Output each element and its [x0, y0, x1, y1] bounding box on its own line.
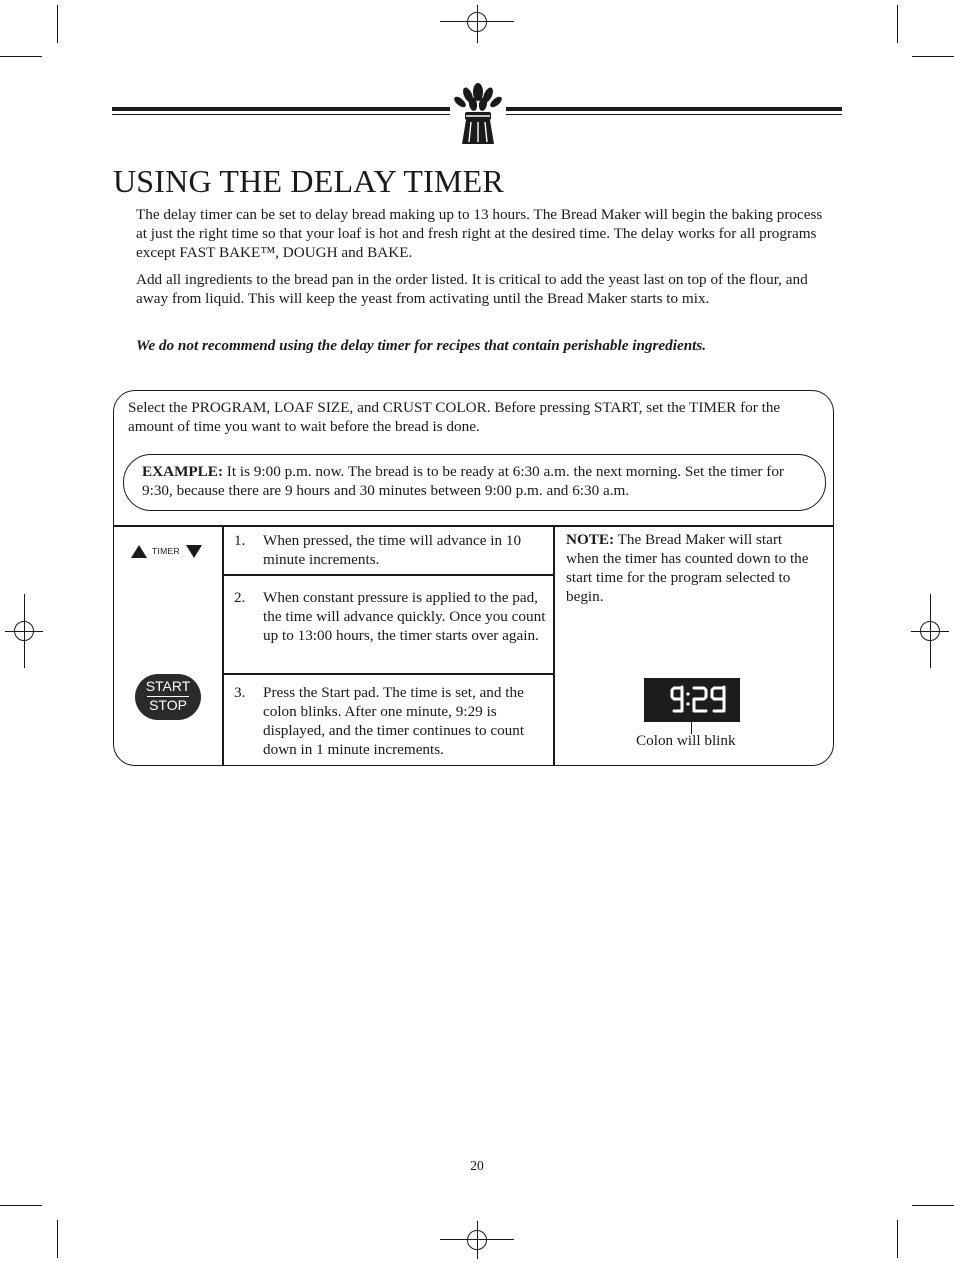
step-number: 1.: [234, 532, 246, 549]
triangle-up-icon[interactable]: [131, 545, 147, 558]
display-caption: Colon will blink: [636, 732, 736, 749]
example-label: EXAMPLE:: [142, 463, 223, 480]
step-item: [234, 531, 549, 571]
triangle-down-icon[interactable]: [186, 545, 202, 558]
ingredients-paragraph: Add all ingredients to the bread pan in the order listed. It is critical to add the yeast last on top of the flour, and away from liquid. This will keep the yeast from activating until the Bread Maker starts to mix.: [136, 271, 808, 307]
column-divider: [222, 525, 224, 766]
warning-text: We do not recommend using the delay timer for recipes that contain perishable ingredients.: [136, 337, 707, 354]
page-title: USING THE DELAY TIMER: [113, 163, 504, 199]
step-number: 3.: [234, 684, 246, 701]
delay-timer-panel: [113, 390, 834, 766]
step-text: When pressed, the time will advance in 10 minute increments.: [263, 532, 522, 568]
crop-mark: [897, 1220, 898, 1258]
example-text: It is 9:00 p.m. now. The bread is to be ready at 6:30 a.m. the next morning. Set the timer for 9:30, because there are 9 hours and 30 minutes between 9:00 p.m. and 6:30 a.m.: [142, 463, 784, 499]
note-body: The Bread Maker will start when the timer has counted down to the start time for the program selected to begin.: [566, 531, 809, 605]
step-text: Press the Start pad. The time is set, and the colon blinks. After one minute, 9:29 is displayed, and the timer continues to count down in 1 minute increments.: [263, 684, 525, 758]
crop-mark: [57, 1220, 58, 1258]
intro-paragraph: The delay timer can be set to delay bread making up to 13 hours. The Bread Maker will begin the baking process at just the right time so that your loaf is hot and fresh right at the desired time. The delay works for all programs except FAST BAKE™, DOUGH and BAKE.: [136, 206, 823, 261]
led-display: [644, 678, 740, 722]
column-divider: [553, 525, 555, 766]
example-box: [123, 454, 826, 511]
step-item: [234, 588, 549, 668]
crop-mark: [0, 56, 42, 57]
header-rule-right: [506, 114, 842, 115]
step-number: 2.: [234, 589, 246, 606]
start-stop-button[interactable]: [135, 674, 201, 720]
header-rule-right: [506, 107, 842, 111]
crop-mark: [897, 5, 898, 43]
page-number: 20: [470, 1158, 484, 1173]
header-rule-left: [112, 114, 450, 115]
step-item: [234, 683, 549, 763]
row-divider: [222, 673, 553, 675]
timer-button[interactable]: [131, 544, 221, 560]
header-rule-left: [112, 107, 450, 111]
note-label: NOTE:: [566, 531, 615, 548]
crop-mark: [57, 5, 58, 43]
start-label: START: [145, 678, 191, 694]
crop-mark: [912, 56, 954, 57]
note-text: [566, 530, 816, 606]
row-divider: [222, 574, 553, 576]
timer-label: TIMER: [152, 546, 180, 556]
crop-mark: [912, 1205, 954, 1206]
step-text: When constant pressure is applied to the pad, the time will advance quickly. Once you count up to 13:00 hours, the timer starts over again.: [263, 589, 546, 644]
crop-mark: [0, 1205, 42, 1206]
wheat-sheaf-icon: [451, 82, 505, 146]
panel-intro: Select the PROGRAM, LOAF SIZE, and CRUST COLOR. Before pressing START, set the TIMER for the amount of time you want to wait before the bread is done.: [128, 399, 781, 435]
stop-label: STOP: [149, 697, 187, 713]
